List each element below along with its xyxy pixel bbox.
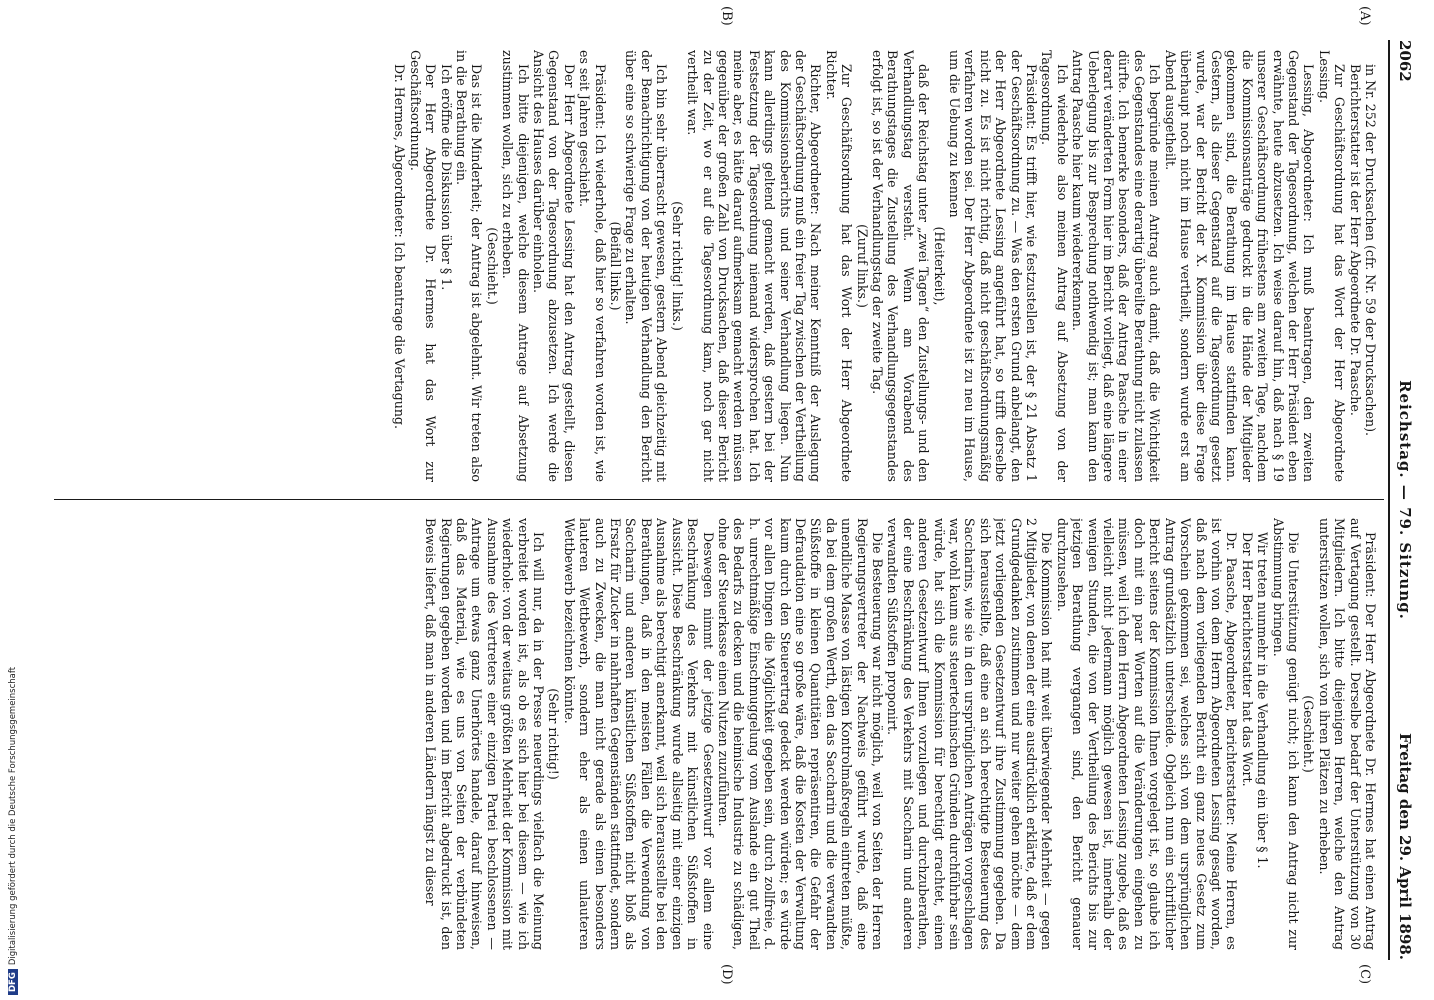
header-rule bbox=[1388, 40, 1390, 960]
paragraph: Wir treten nunmehr in die Verhandlung ein über § 1. bbox=[1255, 532, 1271, 869]
right-column bbox=[58, 518, 1378, 950]
paragraph: Die Unterstützung genügt nicht; ich kann den Antrag nicht zur Abstimmung bringen. bbox=[1270, 518, 1301, 950]
paragraph: Dr. Paasche, Abgeordneter, Berichterstatter: Meine Herren, es ist vorhin von dem Herrn Abgeordneten Lessing gesagt worden, daß nach dem vorliegenden Bericht ein ganz neues Gesetz zum Vorschein gekommen sei, welches sich von dem ursprünglichen Antrag grundsätzlich unterscheide. Obgleich nun ein schriftlicher Bericht seitens der Kommission Ihnen vorgelegt ist, so glaube ich doch mit ein paar Worten auf die Veränderungen eingehen zu müssen, weil ich dem Herrn Abgeordneten Lessing zugebe, daß es vielleicht nicht jedermann möglich gewesen ist, innerhalb der wenigen Stunden, die von der Vertheilung des Berichts bis zur jetzigen Berathung vergangen sind, den Bericht genauer durchzusehen. bbox=[1054, 518, 1240, 950]
paragraph: Zur Geschäftsordnung hat das Wort der Herr Abgeordnete Richter. bbox=[823, 50, 855, 482]
margin-marker-d: (D) bbox=[719, 964, 734, 985]
paragraph: Dr. Hermes, Abgeordneter: Ich beantrage die Vertagung. bbox=[392, 64, 408, 429]
interjection: (Sehr richtig! links.) bbox=[669, 201, 685, 331]
margin-marker-b: (B) bbox=[719, 6, 734, 26]
paragraph: Ich will nur, da in der Presse neuerdings vielfach die Meinung verbreitet worden ist, als ob es sich hier bei diesem — wie ich wiederhole: von der weitaus größten Mehrheit der Kommission mit Ausnahme des Vertreters einer einzigen Partei beschlossenen — Antrage um etwas ganz Unerhörtes handele, darauf hinweisen, daß das Material, wie es uns von Seiten der verbündeten Regierungen gegeben worden und im Bericht abgedruckt ist, den Beweis liefert, daß man in anderen Ländern längst zu dieser bbox=[423, 518, 547, 950]
paragraph: Berichterstatter ist der Herr Abgeordnete Dr. Paasche. bbox=[1347, 64, 1363, 416]
paragraph: Zur Geschäftsordnung hat das Wort der Herr Abgeordnete Lessing. bbox=[1316, 50, 1348, 482]
paragraph: Deswegen nimmt der jetzige Gesetzentwurf vor allem eine Beschränkung des Verkehrs mit künstlichen Süßstoffen in Aussicht. Diese Beschränkung wurde allseitig mit einer einzigen Ausnahme als berechtigt anerkannt, weil sich herausstellte bei den Berathungen, daß in den meisten Fällen die Verwendung von Saccharin und anderen künstlichen Süßstoffen nicht bloß als Ersatz für Zucker in nahrhaften Gegenständen stattfindet, sondern auch zu Zwecken, die man nicht gerade als einen besonders lauteren Wettbewerb, sondern eher als einen unlauteren Wettbewerb bezeichnen könnte. bbox=[561, 518, 716, 950]
digitization-credit bbox=[8, 395, 28, 995]
page-number: 2062 bbox=[1396, 40, 1414, 82]
paragraph: Präsident: Der Herr Abgeordnete Dr. Hermes hat einen Antrag auf Vertagung gestellt. Derselbe bedarf der Unterstützung von 30 Mitgliedern. Ich bitte diejenigen Herren, welche den Antrag unterstützen wollen, sich von ihren Plätzen zu erheben. bbox=[1316, 518, 1378, 950]
paragraph: Lessing, Abgeordneter: Ich muß beantragen, den zweiten Gegenstand der Tagesordnung, welchen der Herr Präsident eben erwähnte, heute abzusetzen. Ich weise darauf hin, daß nach § 19 unserer Geschäftsordnung frühestens am zweiten Tage, nachdem die Kommissionsanträge gedruckt in die Hände der Mitglieder gekommen sind, die Berathung im Hause stattfinden kann. Gestern, als dieser Gegenstand auf die Tagesordnung gesetzt wurde, war der Bericht der X. Kommission über diese Frage überhaupt noch nicht im Hause vertheilt, sondern wurde erst am Abend ausgetheilt. bbox=[1162, 50, 1317, 482]
paragraph: Ich wiederhole also meinen Antrag auf Absetzung von der Tagesordnung. bbox=[1039, 50, 1070, 482]
interjection: (Heiterkeit), bbox=[931, 226, 947, 306]
dfg-logo: DFG bbox=[8, 969, 18, 995]
interjection: (Zuruf links.) bbox=[854, 224, 870, 308]
interjection: (Beifall links.) bbox=[608, 221, 624, 311]
paragraph: Der Herr Abgeordnete Lessing hat den Antrag gestellt, diesen Gegenstand von der Tagesordnung abzusetzen. Ich werde die Ansicht des Hauses darüber einholen. bbox=[531, 50, 577, 482]
margin-marker-c: (C) bbox=[1357, 964, 1372, 985]
paragraph: daß der Reichstag unter „zwei Tagen“ den Zustellungs- und den Verhandlungstag versteht. Wenn am Vorabend des Berathungstages die Zustellung des Verhandlungsgegenstandes erfolgt ist, so ist der Verhandlungstag der zweite Tag. bbox=[870, 50, 932, 482]
interjection: (Geschieht.) bbox=[484, 227, 500, 305]
paragraph: in Nr. 252 der Drucksachen (cfr. Nr. 59 der Drucksachen). bbox=[1363, 64, 1378, 437]
margin-marker-a: (A) bbox=[1357, 6, 1372, 26]
paragraph: Präsident: Ich wiederhole, daß hier so verfahren worden ist, wie es seit Jahren geschieht. bbox=[577, 50, 608, 482]
paragraph: Ich begründe meinen Antrag auch damit, daß die Wichtigkeit des Gegenstandes eine derartig übereilte Berathung nicht zulassen dürfte. Ich bemerke besonders, daß der Antrag Paasche in einer derart veränderten Form hier im Bericht vorliegt, daß eine längere Ueberlegung bis zur Besprechung nothwendig ist; man kann den Antrag Paasche hier kaum wiedererkennen. bbox=[1070, 50, 1163, 482]
paragraph: Der Herr Berichterstatter hat das Wort. bbox=[1239, 532, 1255, 787]
column-divider bbox=[54, 499, 1384, 500]
paragraph: Die Besteuerung war nicht möglich, weil von Seiten der Herren Regierungsvertreter der Nachweis geführt wurde, daß eine unendliche Masse von lästigen Kontrolmaßregeln eintreten müßte, da bei dem großen Werth, den das Saccharin und die verwandten Süßstoffe in kleinen Quantitäten repräsentiren, die Gefahr der Defraudation eine so große wäre, daß die Kosten der Verwaltung kaum durch den Steuerertrag gedeckt werden würden; es würde vor allen Dingen die Möglichkeit gegeben sein, durch zollfreie, d. h. unrechtmäßige Einschmuggelung vom Auslande ein gut Theil des Bedarfs zu decken und die heimische Industrie zu schädigen, ohne der Steuerkasse einen Nutzen zuzuführen. bbox=[715, 518, 885, 950]
paragraph: Richter, Abgeordneter: Nach meiner Kenntniß der Auslegung der Geschäftsordnung muß ein freier Tag zwischen der Vertheilung des Kommissionsberichts und seiner Verhandlung liegen. Nun kann allerdings geltend gemacht werden, daß gestern bei der Festsetzung der Tagesordnung niemand widersprochen hat. Ich meine aber, es hätte darauf aufmerksam gemacht werden müssen gegenüber der großen Zahl von Drucksachen, daß dieser Bericht zu der Zeit, wo er auf die Tagesordnung kam, noch gar nicht vertheilt war. bbox=[685, 50, 824, 482]
paragraph: Ich bitte diejenigen, welche diesem Antrage auf Absetzung zustimmen wollen, sich zu erheben. bbox=[500, 50, 531, 482]
interjection: (Sehr richtig!) bbox=[546, 688, 562, 780]
paragraph: Die Kommission hat mit weit überwiegender Mehrheit — gegen 2 Mitglieder, von denen der eine ausdrücklich erklärte, daß er dem Grundgedanken zustimmen und nur weiter gehen möchte — dem jetzt vorliegenden Gesetzentwurf ihre Zustimmung gegeben. Da sich herausstellte, daß eine an sich berechtigte Besteuerung des Saccharins, wie sie in den ursprünglichen Anträgen vorgeschlagen war, wohl kaum aus steuertechnischen Gründen durchführbar sein würde, hat sich die Kommission für berechtigt erachtet, einen anderen Gesetzentwurf Ihnen vorzulegen und durchzuberathen, der eine Beschränkung des Verkehrs mit Saccharin und anderen verwandten Süßstoffen proponirt. bbox=[885, 518, 1055, 950]
page-header bbox=[1390, 40, 1420, 960]
interjection: (Geschieht.) bbox=[1301, 695, 1317, 773]
left-column bbox=[58, 50, 1378, 482]
paragraph: Präsident: Es trifft hier, wie festzustellen ist, der § 21 Absatz 1 der Geschäftsordnung zu. — Was den ersten Grund anbelangt, den der Herr Abgeordnete Lessing angeführt hat, so trifft derselbe nicht zu. Es ist nicht richtig, daß nicht geschäftsordnungsmäßig verfahren worden sei. Der Herr Abgeordnete ist zu neu im Hause, um die Uebung zu kennen bbox=[947, 50, 1040, 482]
credit-text: Digitalisierung gefördert durch die Deutsche Forschungsgemeinschaft bbox=[8, 666, 18, 966]
paragraph: Ich eröffne die Diskussion über § 1. bbox=[438, 64, 454, 291]
paragraph: Ich bin sehr überrascht gewesen, gestern Abend gleichzeitig mit der Benachrichtigung von der heutigen Verhandlung den Bericht über eine so schwierige Frage zu erhalten. bbox=[623, 50, 670, 482]
paragraph: Der Herr Abgeordnete Dr. Hermes hat das Wort zur Geschäftsordnung. bbox=[407, 50, 439, 482]
session-date: Freitag den 29. April 1898. bbox=[1396, 733, 1414, 960]
paragraph: Das ist die Minderheit; der Antrag ist abgelehnt. Wir treten also in die Berathung ein. bbox=[454, 50, 485, 482]
session-title: Reichstag. — 79. Sitzung. bbox=[1396, 380, 1414, 620]
